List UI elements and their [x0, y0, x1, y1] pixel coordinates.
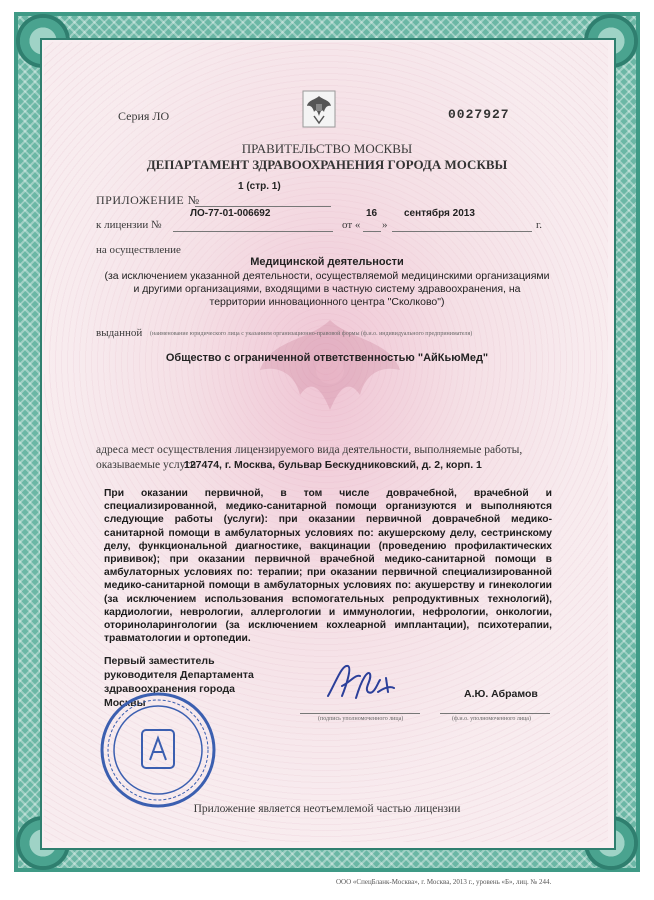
issued-label: выданной: [96, 327, 143, 339]
activity-label: на осуществление: [96, 244, 181, 256]
address-label-line-1: адреса мест осуществления лицензируемого вида деятельности, выполняемые работы,: [96, 444, 523, 456]
activity-desc-line-1: (за исключением указанной деятельности, осуществляемой медицинскими организациями: [104, 270, 550, 282]
appendix-number-line: [195, 206, 331, 207]
signatory-position-line-3: здравоохранения города: [104, 683, 235, 695]
organization-name: Общество с ограниченной ответственностью "АйКьюМед": [165, 352, 489, 364]
address-value: 127474, г. Москва, бульвар Бескудниковский, д. 2, корп. 1: [184, 459, 482, 471]
department-title: ДЕПАРТАМЕНТ ЗДРАВООХРАНЕНИЯ ГОРОДА МОСКВЫ: [146, 157, 508, 172]
appendix-note: Приложение является неотъемлемой частью лицензии: [193, 803, 461, 815]
series-label: Серия ЛО: [118, 109, 170, 123]
activity-title: Медицинской деятельности: [250, 256, 404, 268]
license-number-line: [173, 231, 333, 232]
appendix-number: 1 (стр. 1): [238, 181, 281, 192]
year-suffix: г.: [536, 219, 543, 231]
signatory-position-line-2: руководителя Департамента: [104, 669, 254, 681]
signatory-position-line-1: Первый заместитель: [104, 655, 215, 667]
signature-hint: (подпись уполномоченного лица): [318, 716, 404, 722]
appendix-label: ПРИЛОЖЕНИЕ №: [96, 193, 200, 207]
name-hint: (ф.и.о. уполномоченного лица): [452, 716, 531, 722]
date-from-label: от «: [342, 219, 361, 231]
signatory-position-line-4: Москвы: [104, 697, 146, 709]
activity-desc-line-2: и другими организациями, входящими в частную систему здравоохранения, на: [133, 283, 521, 295]
signature-line: [300, 713, 420, 714]
government-title: ПРАВИТЕЛЬСТВО МОСКВЫ: [241, 141, 413, 156]
activity-desc-line-3: территории инновационного центра "Сколково"): [209, 296, 445, 308]
signatory-name: А.Ю. Абрамов: [464, 688, 538, 700]
license-day: 16: [366, 208, 378, 219]
official-seal-stamp: [98, 690, 218, 810]
printer-info: ООО «СпецБланк-Москва», г. Москва, 2013 г., уровень «Б», лиц. № 244.: [336, 878, 552, 886]
license-label: к лицензии №: [96, 219, 162, 231]
name-line: [440, 713, 550, 714]
license-number: ЛО-77-01-006692: [190, 208, 271, 219]
coat-of-arms-icon: [302, 90, 336, 128]
address-label-line-2: оказываемые услуги: [96, 459, 197, 471]
date-close-quote: »: [382, 219, 388, 231]
day-line: [363, 231, 381, 232]
month-line: [392, 231, 532, 232]
issued-hint: (наименование юридического лица с указанием организационно-правовой формы (ф.и.о. индивидуального предпринимателя): [150, 331, 473, 337]
license-month-year: сентября 2013: [404, 208, 475, 219]
eagle-watermark-icon: [250, 300, 410, 440]
handwritten-signature: [320, 652, 410, 712]
services-text: При оказании первичной, в том числе доврачебной, врачебной и специализированной, медико-санитарной помощи организуются и выполняются следующие работы (услуги): при оказании первичной доврачебной медико-санитарной помощи в амбулаторных условиях по: акушерскому делу, сестринскому делу, функциональной диагностике, вакцинации (проведению профилактических прививок); при оказании первичной врачебной медико-санитарной помощи в амбулаторных условиях по: терапии; при оказании первичной специализированной медико-санитарной помощи в амбулаторных условиях по: акушерству и гинекологии (за исключением использования вспомогательных репродуктивных технологий), кардиологии, неврологии, аллергологии и иммунологии, нефрологии, онкологии, оториноларингологии (за исключением кохлеарной имплантации), психотерапии, травматологии и ортопедии.: [104, 488, 552, 645]
serial-number: 0027927: [448, 107, 510, 122]
